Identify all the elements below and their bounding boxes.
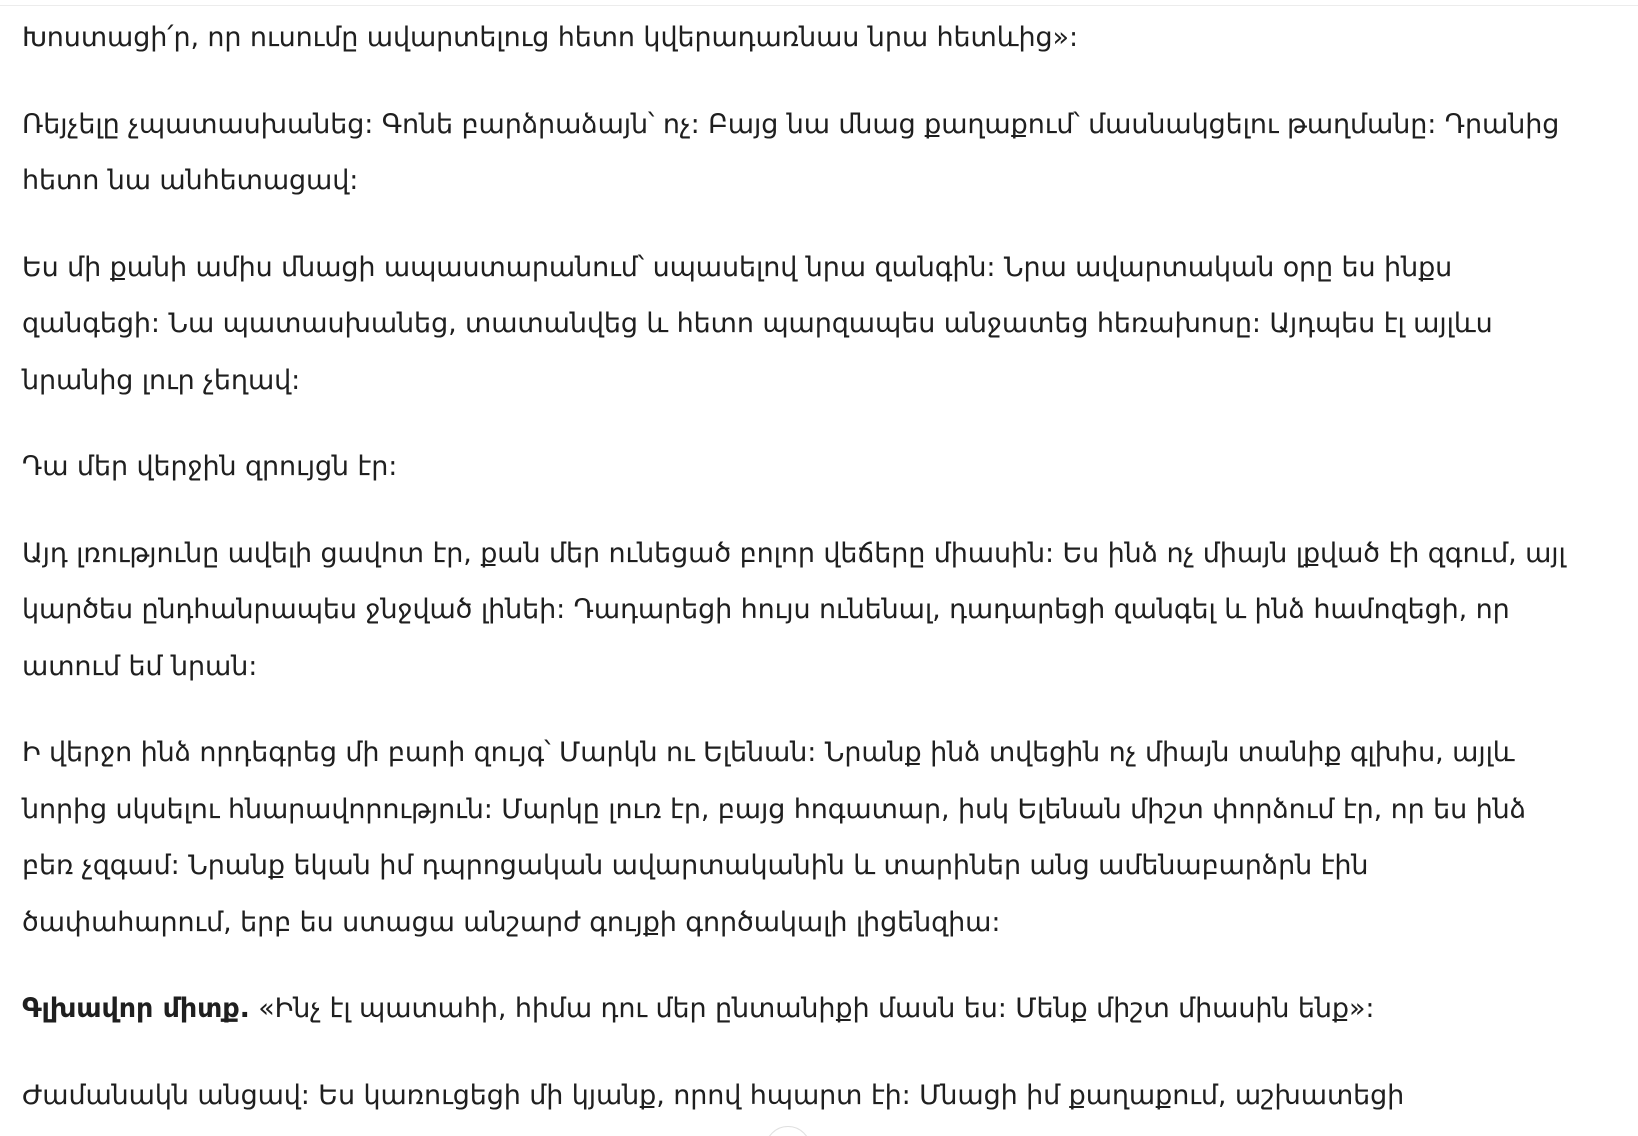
paragraph-promise: Խոստացի՛ր, որ ուսումը ավարտելուց հետո կվերադառնաս նրա հետևից»: bbox=[22, 22, 1078, 53]
paragraph-silence-pain: Այդ լռությունը ավելի ցավոտ էր, քան մեր ունեցած բոլոր վեճերը միասին: Ես ինձ ոչ միայն լքված էի զգում, այլ կարծես ընդհանրապես ջնջված լինեի: Դադարեցի հույս ունենալ, դադարեցի զանգել և ինձ համոզեցի, որ ատում եմ նրան: bbox=[22, 537, 1566, 682]
paragraph-key-idea bbox=[22, 981, 1582, 1038]
key-idea-text: «Ինչ էլ պատահի, հիմա դու մեր ընտանիքի մասն ես: Մենք միշտ միասին ենք»: bbox=[249, 993, 1375, 1024]
key-idea-label: Գլխավոր միտք. bbox=[22, 993, 250, 1024]
paragraph-adoption: Ի վերջո ինձ որդեգրեց մի բարի զույգ՝ Մարկն ու Ելենան: Նրանք ինձ տվեցին ոչ միայն տանիք գլխիս, այլև նորից սկսելու հնարավորություն: Մարկը լուռ էր, բայց հոգատար, իսկ Ելենան միշտ փորձում էր, որ ես ինձ բեռ չզգամ: Նրանք եկան իմ դպրոցական ավարտականին և տարիներ անց ամենաբարձրն էին ծափահարում, երբ ես ստացա անշարժ գույքի գործակալի լիցենզիա: bbox=[22, 737, 1526, 938]
paragraph-rachel-silence: Ռեյչելը չպատասխանեց: Գոնե բարձրաձայն՝ ոչ: Բայց նա մնաց քաղաքում՝ մասնակցելու թաղմանը: Դրանից հետո նա անհետացավ: bbox=[22, 108, 1560, 196]
top-divider bbox=[0, 5, 1638, 6]
paragraph-shelter-call: Ես մի քանի ամիս մնացի ապաստարանում՝ սպասելով նրա զանգին: Նրա ավարտական օրը ես ինքս զանգեցի: Նա պատասխանեց, տատանվեց և հետո պարզապես անջատեց հեռախոսը: Այդպես էլ այլևս նրանից լուր չեղավ: bbox=[22, 251, 1493, 396]
paragraph-time-passed: Ժամանակն անցավ: Ես կառուցեցի մի կյանք, որով հպարտ էի: Մնացի իմ քաղաքում, աշխատեցի bbox=[22, 1079, 1405, 1111]
article-body bbox=[22, 10, 1582, 1136]
paragraph-last-talk: Դա մեր վերջին զրույցն էր: bbox=[22, 451, 398, 482]
